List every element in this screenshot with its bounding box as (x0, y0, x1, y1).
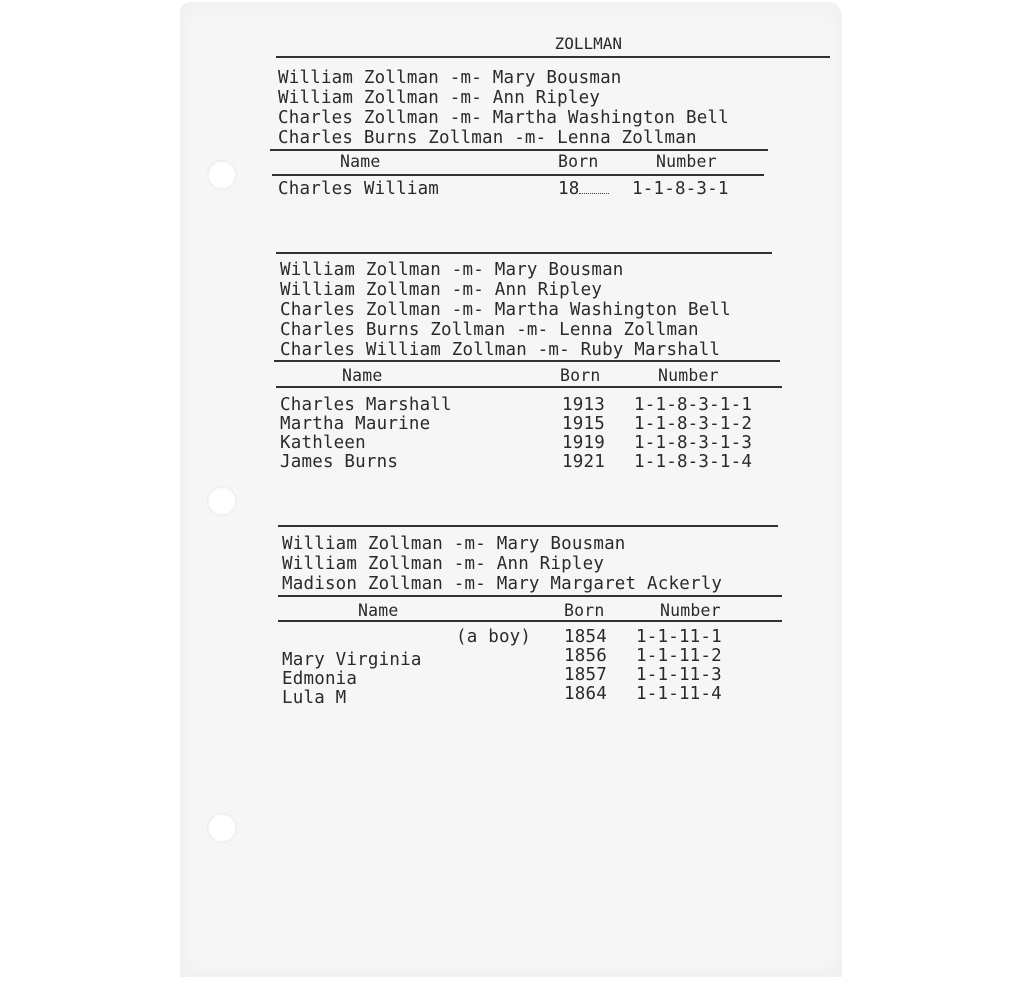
child-number: 1-1-11-3 (636, 665, 722, 685)
child-born: 1864 (564, 684, 607, 704)
child-born: 1856 (564, 646, 607, 666)
children-rows-2 (280, 396, 800, 472)
family-group-2 (280, 260, 800, 360)
column-headers (278, 150, 798, 174)
marriage-line: Charles Burns Zollman -m- Lenna Zollman (278, 128, 697, 148)
child-name: Charles William (278, 179, 440, 199)
section-rule (278, 595, 782, 597)
marriage-line: William Zollman -m- Ann Ripley (278, 88, 601, 108)
child-number: 1-1-8-3-1 (632, 179, 729, 199)
marriage-line: Charles Zollman -m- Martha Washington Bell (280, 300, 731, 320)
name-column-header: Name (340, 152, 381, 171)
marriage-line: William Zollman -m- Ann Ripley (280, 280, 603, 300)
child-name: Lula M (282, 688, 347, 708)
table-row (282, 646, 802, 670)
table-row (282, 684, 802, 708)
table-row (278, 180, 798, 199)
marriage-line: Charles William Zollman -m- Ruby Marshall (280, 340, 721, 360)
child-name: Mary Virginia (282, 650, 422, 670)
birth-year: 18 (558, 179, 580, 199)
child-born: 1919 (562, 433, 605, 453)
table-row (280, 434, 800, 453)
child-born: 1854 (564, 627, 607, 647)
born-column-header: Born (560, 366, 601, 385)
child-number: 1-1-8-3-1-1 (634, 395, 753, 415)
child-name: Charles Marshall (280, 395, 452, 415)
child-number: 1-1-11-1 (636, 627, 722, 647)
blank-line (579, 193, 609, 194)
marriage-line: William Zollman -m- Mary Bousman (282, 534, 626, 554)
marriage-line: William Zollman -m- Ann Ripley (282, 554, 605, 574)
table-row (280, 415, 800, 434)
marriage-line: Charles Zollman -m- Martha Washington Bell (278, 108, 729, 128)
child-born: 1921 (562, 452, 605, 472)
children-rows-3 (282, 627, 802, 708)
number-column-header: Number (656, 152, 717, 171)
child-number: 1-1-11-2 (636, 646, 722, 666)
family-group-3 (282, 534, 802, 594)
marriage-line: Madison Zollman -m- Mary Margaret Ackerly (282, 574, 723, 594)
name-column-header: Name (342, 366, 383, 385)
child-name: James Burns (280, 452, 399, 472)
binder-hole (207, 160, 237, 190)
marriage-line: Charles Burns Zollman -m- Lenna Zollman (280, 320, 699, 340)
child-born (558, 180, 609, 199)
name-column-header: Name (358, 601, 399, 620)
children-table-1 (278, 150, 798, 174)
child-born: 1913 (562, 395, 605, 415)
family-group-1 (278, 68, 798, 148)
child-number: 1-1-8-3-1-2 (634, 414, 753, 434)
child-number: 1-1-8-3-1-3 (634, 433, 753, 453)
section-rule (274, 360, 780, 362)
child-number: 1-1-8-3-1-4 (634, 452, 753, 472)
children-rows-1 (278, 180, 798, 199)
table-row (280, 453, 800, 472)
number-column-header: Number (660, 601, 721, 620)
child-born: 1857 (564, 665, 607, 685)
child-number: 1-1-11-4 (636, 684, 722, 704)
header-rule (276, 56, 830, 58)
table-row (282, 628, 802, 647)
family-header: ZOLLMAN (554, 34, 622, 53)
binder-hole (207, 486, 237, 516)
column-headers (280, 364, 800, 388)
column-header-rule (272, 174, 764, 176)
child-name: (a boy) (456, 627, 532, 647)
table-row (282, 665, 802, 689)
number-column-header: Number (658, 366, 719, 385)
child-name: Kathleen (280, 433, 366, 453)
born-column-header: Born (558, 152, 599, 171)
binder-hole (207, 813, 237, 843)
section-rule (276, 252, 772, 254)
child-born: 1915 (562, 414, 605, 434)
children-table-2 (280, 364, 800, 388)
column-header-rule (278, 620, 782, 622)
child-name: Edmonia (282, 669, 358, 689)
table-row (280, 396, 800, 415)
born-column-header: Born (564, 601, 605, 620)
marriage-line: William Zollman -m- Mary Bousman (278, 68, 622, 88)
section-rule (278, 525, 778, 527)
marriage-line: William Zollman -m- Mary Bousman (280, 260, 624, 280)
child-name: Martha Maurine (280, 414, 431, 434)
column-header-rule (276, 386, 782, 388)
